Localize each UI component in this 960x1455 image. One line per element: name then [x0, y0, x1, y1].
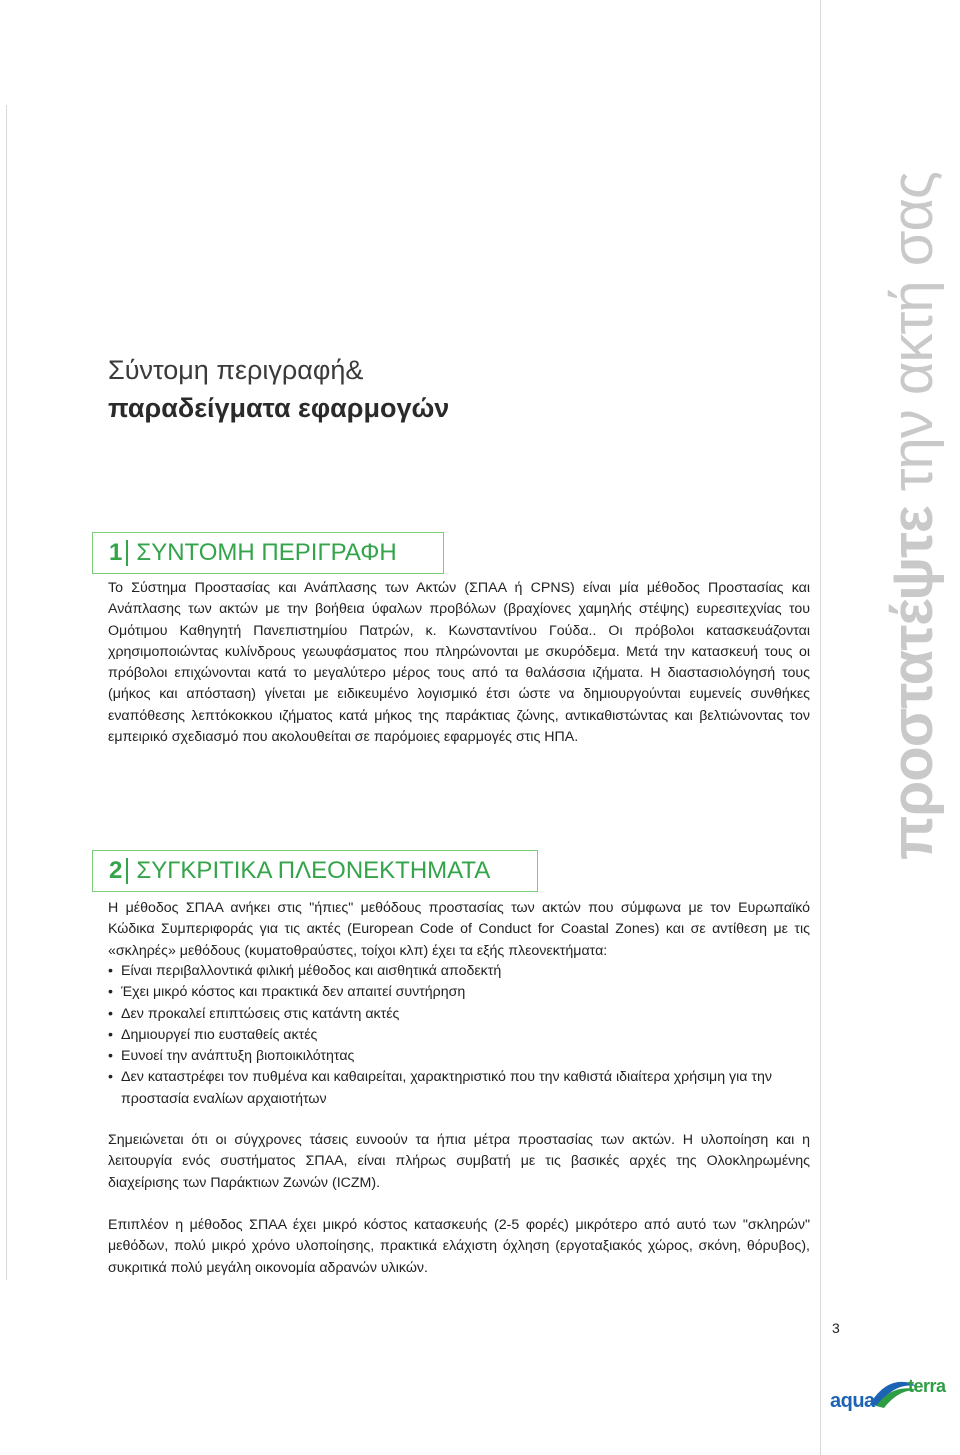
logo-aqua-text: aqua [830, 1390, 875, 1412]
logo-terra-text: terra [908, 1376, 946, 1396]
section-1-body: Το Σύστημα Προστασίας και Ανάπλασης των Ακτών (ΣΠΑΑ ή CPNS) είναι μία μέθοδος Προστασίας και Ανάπλασης των ακτών με την βοήθεια ύφαλων προβόλων (βραχίονες χαμηλής στέψης) ευρεσιτεχνίας του Ομότιμου Καθηγητή Πανεπιστημίου Πατρών, κ. Κωνσταντίνου Γούδα.. Οι πρόβολοι κατασκευάζονται χρησιμοποιώντας κυλίνδρους γεωυφάσματος που πληρώνονται με σκυρόδεμα. Μετά την κατασκευή τους οι πρόβολοι επιχώνονται κατά το μεγαλύτερο μέρος τους από τα θαλάσσια ιζήματα. Η διαστασιολόγησή τους (μήκος και απόσταση) γίνεται με ειδικευμένο λογισμικό έτσι ώστε να δημιουργούνται ευμενείς συνθήκες εναπόθεσης λεπτόκοκκου ιζήματος κατά μήκος της παράκτιας ζώνης, αντικαθιστώντας και βελτιώνοντας τον εμπειρικό σχεδιασμό που ακολουθείται σε παρόμοιες εφαρμογές στις ΗΠΑ. [108, 580, 810, 746]
advantages-list [108, 961, 810, 1110]
note-paragraph-1: Σημειώνεται ότι οι σύγχρονες τάσεις ευνοούν τα ήπια μέτρα προστασίας των ακτών. Η υλοποίηση και η λειτουργία ενός συστήματος ΣΠΑΑ, είναι πλήρως συμβατή με τις βασικές αρχές της Ολοκληρωμένης διαχείρισης των Παράκτιων Ζωνών (ICZM). [108, 1132, 810, 1191]
section-1-heading [92, 532, 444, 574]
page-number: 3 [832, 1320, 840, 1336]
section-divider-bar [126, 540, 128, 566]
vertical-slogan-text [880, 172, 945, 860]
list-item: • Είναι περιβαλλοντικά φιλική μέθοδος και αισθητικά αποδεκτή [108, 961, 810, 982]
right-margin-rule [820, 0, 821, 1455]
vertical-slogan [838, 100, 945, 860]
list-item: • Έχει μικρό κόστος και πρακτικά δεν απαιτεί συντήρηση [108, 982, 810, 1003]
section-2-intro: Η μέθοδος ΣΠΑΑ ανήκει στις "ήπιες" μεθόδους προστασίας των ακτών που σύμφωνα με τον Ευρωπαϊκό Κώδικα Συμπεριφοράς για τις ακτές (European Code of Conduct for Coastal Zones) και σε αντίθεση με τις «σκληρές» μεθόδους (κυματοθραύστες, τοίχοι κλπ) έχει τα εξής πλεονεκτήματα: [108, 900, 810, 959]
left-margin-rule [6, 105, 7, 1280]
section-1-title: ΣΥΝΤΟΜΗ ΠΕΡΙΓΡΑΦΗ [136, 539, 397, 566]
section-2-number: 2 [109, 857, 123, 884]
section-2-heading [92, 850, 538, 892]
section-2-title: ΣΥΓΚΡΙΤΙΚΑ ΠΛΕΟΝΕΚΤΗΜΑΤΑ [136, 857, 491, 884]
list-item: • Δεν καταστρέφει τον πυθμένα και καθαιρείται, χαρακτηριστικό που την καθιστά ιδιαίτερα χρήσιμη για την προστασία εναλίων αρχαιοτήτων [108, 1067, 810, 1110]
slogan-light: την ακτή σας [880, 172, 945, 507]
list-item: • Δεν προκαλεί επιπτώσεις στις κατάντη ακτές [108, 1004, 810, 1025]
aquaterra-logo [828, 1368, 958, 1412]
list-item: • Ευνοεί την ανάπτυξη βιοποικιλότητας [108, 1046, 810, 1067]
section-divider-bar [126, 858, 128, 884]
page-title-line2: παραδείγματα εφαρμογών [108, 393, 450, 423]
page-title [108, 352, 449, 428]
note-paragraph-2: Επιπλέον η μέθοδος ΣΠΑΑ έχει μικρό κόστος κατασκευής (2-5 φορές) μικρότερο από αυτό των "σκληρών" μεθόδων, πολύ μικρό χρόνο υλοποίησης, πρακτικά ελάχιστη όχληση (εργοταξιακός χώρος, σκόνη, θόρυβος), συκριτικά πολύ μεγάλη οικονομία αδρανών υλικών. [108, 1217, 810, 1276]
section-1-number: 1 [109, 539, 123, 566]
list-item: • Δημιουργεί πιο ευσταθείς ακτές [108, 1025, 810, 1046]
slogan-bold: προστατέψτε [880, 506, 945, 860]
page-title-line1: Σύντομη περιγραφή& [108, 355, 364, 385]
